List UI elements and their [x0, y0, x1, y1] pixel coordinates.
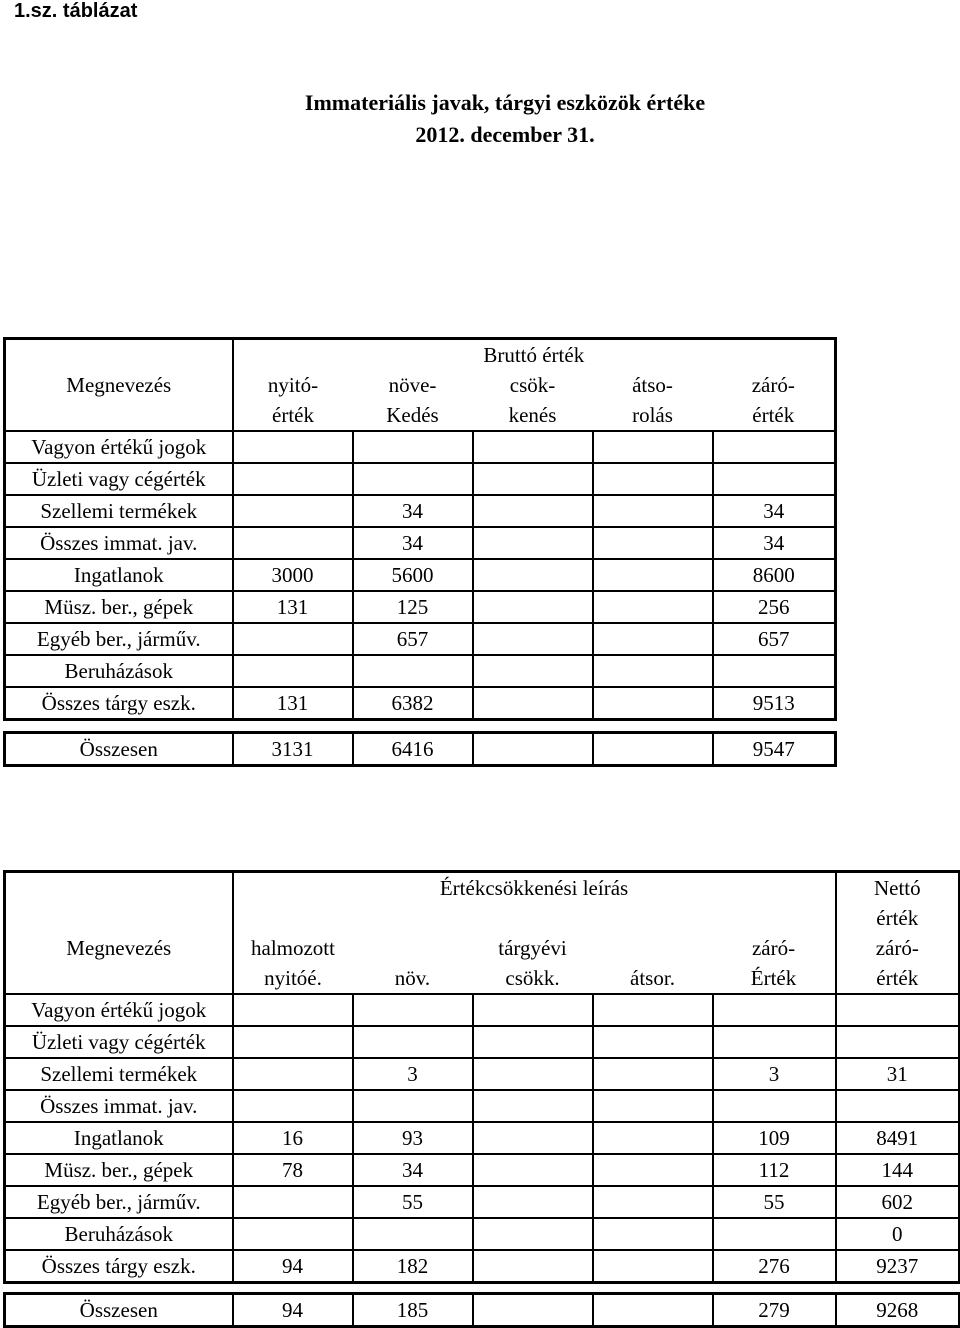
- gross-row-cell-1: [233, 623, 353, 655]
- depr-table-row: [5, 1058, 960, 1090]
- gross-table-row: [5, 591, 836, 623]
- gross-col-name-header: Megnevezés: [5, 370, 233, 400]
- depr-row-label: Egyéb ber., járműv.: [5, 1186, 233, 1218]
- gross-table-row: [5, 495, 836, 527]
- gross-row-label: Beruházások: [5, 655, 233, 687]
- depr-table-row: [5, 994, 960, 1026]
- gross-row-cell-2: [353, 463, 473, 495]
- gross-row-cell-5: [713, 463, 836, 495]
- depr-row-cell-1: [233, 1026, 353, 1058]
- depr-row-cell-3: [473, 1154, 593, 1186]
- gross-row-cell-3: [473, 559, 593, 591]
- depr-row-cell-1: [233, 1186, 353, 1218]
- gross-row-label: Müsz. ber., gépek: [5, 591, 233, 623]
- gross-group-header: Bruttó érték: [233, 339, 836, 371]
- depr-row-cell-2: [353, 1218, 473, 1250]
- gross-row-cell-5: 8600: [713, 559, 836, 591]
- gross-row-cell-1: 131: [233, 591, 353, 623]
- gross-col3-header-b: kenés: [473, 400, 593, 431]
- depr-row-cell-3: [473, 1218, 593, 1250]
- depr-row-cell-3: [473, 994, 593, 1026]
- depr-col-name-header: Megnevezés: [5, 933, 233, 963]
- depr-table-row: [5, 1186, 960, 1218]
- gross-row-cell-2: 5600: [353, 559, 473, 591]
- depr-row-cell-5: 109: [713, 1122, 836, 1154]
- depr-header-blank: [5, 872, 233, 904]
- depr-col2-header: növ.: [353, 963, 473, 994]
- gross-col2-header-a: növe-: [388, 373, 437, 397]
- depr-group-header: Értékcsökkenési leírás: [233, 872, 836, 904]
- page-title: Immateriális javak, tárgyi eszközök értéke: [304, 90, 706, 115]
- gross-row-cell-3: [473, 655, 593, 687]
- depr-row-cell-4: [593, 1186, 713, 1218]
- depr-row-cell-6: 9237: [836, 1250, 960, 1283]
- depr-total-c4: [593, 1294, 713, 1327]
- gross-row-cell-3: [473, 687, 593, 720]
- gross-row-cell-2: 6382: [353, 687, 473, 720]
- depr-net-header-b: érték: [836, 903, 960, 933]
- gross-row-cell-4: [593, 495, 713, 527]
- gross-row-label: Ingatlanok: [5, 559, 233, 591]
- gross-row-cell-3: [473, 623, 593, 655]
- gross-row-cell-2: 657: [353, 623, 473, 655]
- depr-row-cell-4: [593, 1250, 713, 1283]
- depr-row-cell-3: [473, 1026, 593, 1058]
- depr-col3-header: csökk.: [473, 963, 593, 994]
- gross-value-table: [3, 337, 837, 721]
- depr-col1-header-b: nyitóé.: [233, 963, 353, 994]
- depr-row-cell-6: 602: [836, 1186, 960, 1218]
- depr-total-c1: 94: [233, 1294, 353, 1327]
- depr-col5-header-a: záró-: [713, 933, 836, 963]
- gross-total-table: [3, 731, 837, 767]
- depr-total-c5: 279: [713, 1294, 836, 1327]
- gross-row-cell-4: [593, 559, 713, 591]
- depr-row-cell-1: 78: [233, 1154, 353, 1186]
- depr-row-cell-6: [836, 1090, 960, 1122]
- gross-header-blank: [5, 339, 233, 371]
- gross-col3-header-a: csök-: [509, 373, 556, 397]
- depr-row-cell-2: 3: [353, 1058, 473, 1090]
- gross-row-cell-5: 657: [713, 623, 836, 655]
- gross-row-cell-1: 131: [233, 687, 353, 720]
- gross-row-cell-4: [593, 431, 713, 463]
- gross-table-row: [5, 527, 836, 559]
- depr-table-row: [5, 1122, 960, 1154]
- depr-row-cell-2: [353, 1026, 473, 1058]
- depr-row-cell-5: [713, 994, 836, 1026]
- gross-total-c1: 3131: [233, 733, 353, 766]
- gross-col4-header-b: rolás: [593, 400, 713, 431]
- gross-total-c5: 9547: [713, 733, 836, 766]
- gross-table-row: [5, 623, 836, 655]
- gross-row-label: Szellemi termékek: [5, 495, 233, 527]
- depr-row-cell-3: [473, 1090, 593, 1122]
- depr-table-row: [5, 1154, 960, 1186]
- gross-row-cell-2: 34: [353, 527, 473, 559]
- gross-row-label: Összes tárgy eszk.: [5, 687, 233, 720]
- gross-row-cell-3: [473, 431, 593, 463]
- depr-row-cell-2: [353, 1090, 473, 1122]
- depr-row-cell-6: 0: [836, 1218, 960, 1250]
- gross-col5-header-a: záró-: [713, 370, 836, 400]
- depr-row-cell-1: [233, 1218, 353, 1250]
- depr-row-cell-1: [233, 994, 353, 1026]
- depr-row-cell-4: [593, 1218, 713, 1250]
- depr-row-cell-1: [233, 1090, 353, 1122]
- gross-table-row: [5, 431, 836, 463]
- gross-row-cell-5: 34: [713, 495, 836, 527]
- gross-row-cell-4: [593, 527, 713, 559]
- gross-row-cell-3: [473, 495, 593, 527]
- gross-row-cell-3: [473, 463, 593, 495]
- depr-row-cell-6: [836, 1026, 960, 1058]
- page-heading: 1.sz. táblázat: [14, 0, 138, 22]
- depr-row-cell-5: 112: [713, 1154, 836, 1186]
- gross-row-cell-1: 3000: [233, 559, 353, 591]
- gross-total-label: Összesen: [5, 733, 233, 766]
- depr-row-cell-6: 144: [836, 1154, 960, 1186]
- gross-row-label: Egyéb ber., járműv.: [5, 623, 233, 655]
- depr-total-row: [5, 1294, 960, 1327]
- depr-row-label: Összes tárgy eszk.: [5, 1250, 233, 1283]
- depr-col-name-header-blank: [5, 963, 233, 994]
- depr-row-cell-4: [593, 1090, 713, 1122]
- gross-row-cell-5: [713, 655, 836, 687]
- depr-total-c2: 185: [353, 1294, 473, 1327]
- depr-row-cell-3: [473, 1122, 593, 1154]
- depr-row-cell-6: 8491: [836, 1122, 960, 1154]
- depr-row-cell-1: [233, 1058, 353, 1090]
- depr-row-cell-5: [713, 1090, 836, 1122]
- depr-row-label: Müsz. ber., gépek: [5, 1154, 233, 1186]
- depr-row-cell-4: [593, 1058, 713, 1090]
- gross-col2-header-b: Kedés: [353, 400, 473, 431]
- depr-table-row: [5, 1090, 960, 1122]
- gross-row-cell-4: [593, 655, 713, 687]
- depr-row-label: Üzleti vagy cégérték: [5, 1026, 233, 1058]
- depr-row-cell-6: 31: [836, 1058, 960, 1090]
- depr-row-cell-3: [473, 1250, 593, 1283]
- depr-row-cell-5: [713, 1218, 836, 1250]
- depr-row-cell-5: 55: [713, 1186, 836, 1218]
- gross-row-cell-5: 34: [713, 527, 836, 559]
- gross-total-c3: [473, 733, 593, 766]
- depr-row-cell-3: [473, 1186, 593, 1218]
- depr-row-label: Ingatlanok: [5, 1122, 233, 1154]
- depr-row-cell-5: [713, 1026, 836, 1058]
- gross-table-row: [5, 559, 836, 591]
- gross-row-cell-1: [233, 655, 353, 687]
- depr-row-cell-2: 182: [353, 1250, 473, 1283]
- gross-col1-header-a: nyitó-: [267, 373, 319, 397]
- depr-current-year-header: tárgyévi: [498, 936, 567, 960]
- depr-table-row: [5, 1218, 960, 1250]
- depr-header-blank-2: [5, 903, 233, 933]
- gross-row-cell-1: [233, 431, 353, 463]
- gross-row-cell-5: [713, 431, 836, 463]
- gross-row-cell-2: [353, 655, 473, 687]
- gross-col1-header-b: érték: [233, 400, 353, 431]
- depr-row-cell-3: [473, 1058, 593, 1090]
- gross-row-cell-3: [473, 591, 593, 623]
- gross-row-label: Vagyon értékű jogok: [5, 431, 233, 463]
- depr-table-row: [5, 1250, 960, 1283]
- depr-row-cell-4: [593, 994, 713, 1026]
- gross-row-cell-4: [593, 463, 713, 495]
- gross-row-cell-1: [233, 463, 353, 495]
- depr-row-cell-5: 276: [713, 1250, 836, 1283]
- depr-row-label: Vagyon értékű jogok: [5, 994, 233, 1026]
- depr-col4-header: átsor.: [593, 963, 713, 994]
- depr-row-cell-2: 93: [353, 1122, 473, 1154]
- gross-col-name-header-blank: [5, 400, 233, 431]
- depr-row-cell-2: [353, 994, 473, 1026]
- depr-row-cell-4: [593, 1122, 713, 1154]
- depr-total-c3: [473, 1294, 593, 1327]
- gross-row-cell-3: [473, 527, 593, 559]
- depr-col1-header-a: halmozott: [251, 936, 335, 960]
- gross-row-cell-5: 256: [713, 591, 836, 623]
- gross-total-c4: [593, 733, 713, 766]
- gross-row-label: Üzleti vagy cégérték: [5, 463, 233, 495]
- gross-col5-header-b: érték: [713, 400, 836, 431]
- gross-row-label: Összes immat. jav.: [5, 527, 233, 559]
- gross-total-c2: 6416: [353, 733, 473, 766]
- gross-row-cell-4: [593, 687, 713, 720]
- depr-col6-header-b: érték: [836, 963, 960, 994]
- gross-row-cell-1: [233, 495, 353, 527]
- depr-row-label: Szellemi termékek: [5, 1058, 233, 1090]
- depr-col5-header-b: Érték: [713, 963, 836, 994]
- depreciation-total-table: [3, 1292, 960, 1328]
- depreciation-table: [3, 870, 960, 1284]
- depr-row-cell-6: [836, 994, 960, 1026]
- depr-row-label: Összes immat. jav.: [5, 1090, 233, 1122]
- depr-total-c6: 9268: [836, 1294, 960, 1327]
- depr-row-label: Beruházások: [5, 1218, 233, 1250]
- gross-row-cell-2: 125: [353, 591, 473, 623]
- depr-net-header-a: Nettó: [836, 872, 960, 904]
- gross-row-cell-5: 9513: [713, 687, 836, 720]
- depr-row-cell-4: [593, 1026, 713, 1058]
- depr-row-cell-1: 94: [233, 1250, 353, 1283]
- gross-table-row: [5, 463, 836, 495]
- gross-total-row: [5, 733, 836, 766]
- depr-row-cell-1: 16: [233, 1122, 353, 1154]
- page-subtitle-date: 2012. december 31.: [415, 122, 595, 147]
- depr-row-cell-2: 55: [353, 1186, 473, 1218]
- depr-group-blank: [233, 903, 836, 933]
- gross-row-cell-2: [353, 431, 473, 463]
- depr-table-row: [5, 1026, 960, 1058]
- depr-total-label: Összesen: [5, 1294, 233, 1327]
- depr-row-cell-4: [593, 1154, 713, 1186]
- gross-table-row: [5, 687, 836, 720]
- gross-row-cell-1: [233, 527, 353, 559]
- depr-row-cell-5: 3: [713, 1058, 836, 1090]
- gross-table-row: [5, 655, 836, 687]
- gross-col4-header-a: átso-: [632, 373, 673, 397]
- gross-row-cell-4: [593, 623, 713, 655]
- gross-row-cell-2: 34: [353, 495, 473, 527]
- depr-row-cell-2: 34: [353, 1154, 473, 1186]
- depr-col6-header-a: záró-: [836, 933, 960, 963]
- gross-row-cell-4: [593, 591, 713, 623]
